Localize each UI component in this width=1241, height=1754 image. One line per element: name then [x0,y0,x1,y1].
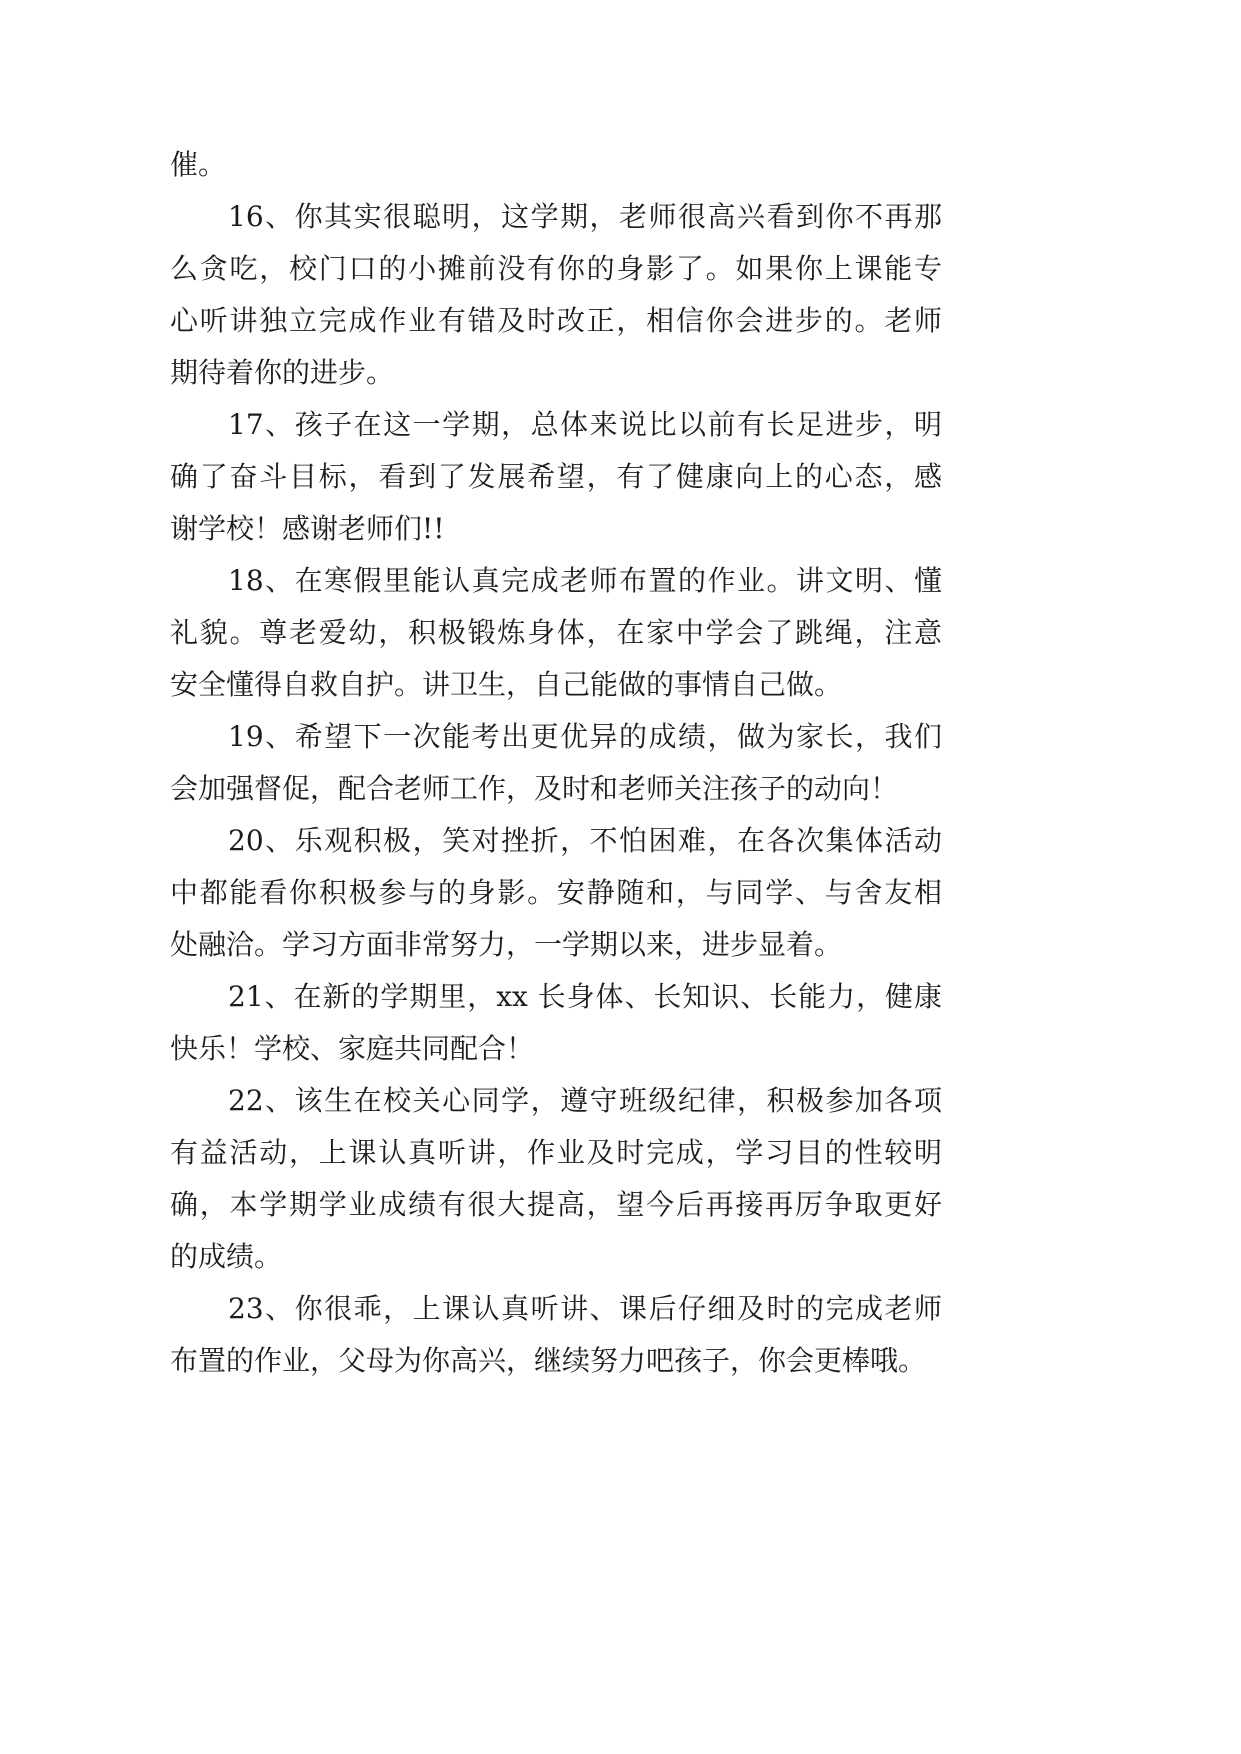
paragraph-21 [170,971,942,1075]
text-line: 处融洽。学习方面非常努力，一学期以来，进步显着。 [170,928,843,961]
text-line: 16、你其实很聪明，这学期，老师很高兴看到你不再那 [228,200,942,233]
text-line: 么贪吃，校门口的小摊前没有你的身影了。如果你上课能专 [170,252,942,285]
text-line: 有益活动，上课认真听讲，作业及时完成，学习目的性较明 [170,1136,942,1169]
text-line: 催。 [170,148,227,181]
text-line: 会加强督促，配合老师工作，及时和老师关注孩子的动向！ [170,772,899,805]
text-line: 18、在寒假里能认真完成老师布置的作业。讲文明、懂 [228,564,942,597]
text-line: 中都能看你积极参与的身影。安静随和，与同学、与舍友相 [170,876,942,909]
paragraph-20 [170,815,942,971]
text-line: 谢学校！感谢老师们!! [170,512,445,545]
paragraph-16 [170,191,942,399]
text-line: 的成绩。 [170,1240,283,1273]
paragraph-22 [170,1075,942,1283]
text-line: 期待着你的进步。 [170,356,395,389]
document-body [170,139,942,1387]
text-line: 布置的作业，父母为你高兴，继续努力吧孩子，你会更棒哦。 [170,1344,927,1377]
text-line: 礼貌。尊老爱幼，积极锻炼身体，在家中学会了跳绳，注意 [170,616,942,649]
text-line: 确，本学期学业成绩有很大提高，望今后再接再厉争取更好 [170,1188,942,1221]
text-line: 17、孩子在这一学期，总体来说比以前有长足进步，明 [228,408,942,441]
text-line: 心听讲独立完成作业有错及时改正，相信你会进步的。老师 [170,304,942,337]
paragraph-23 [170,1283,942,1387]
text-line: 安全懂得自救自护。讲卫生，自己能做的事情自己做。 [170,668,843,701]
text-line: 20、乐观积极，笑对挫折，不怕困难，在各次集体活动 [228,824,942,857]
paragraph-17 [170,399,942,555]
paragraph-15-continuation [170,139,942,191]
text-line: 21、在新的学期里，xx 长身体、长知识、长能力，健康 [228,980,942,1013]
text-line: 23、你很乖，上课认真听讲、课后仔细及时的完成老师 [228,1292,942,1325]
text-line: 快乐！学校、家庭共同配合！ [170,1032,535,1065]
text-line: 22、该生在校关心同学，遵守班级纪律，积极参加各项 [228,1084,942,1117]
paragraph-19 [170,711,942,815]
paragraph-18 [170,555,942,711]
text-line: 确了奋斗目标，看到了发展希望，有了健康向上的心态，感 [170,460,942,493]
text-line: 19、希望下一次能考出更优异的成绩，做为家长，我们 [228,720,942,753]
